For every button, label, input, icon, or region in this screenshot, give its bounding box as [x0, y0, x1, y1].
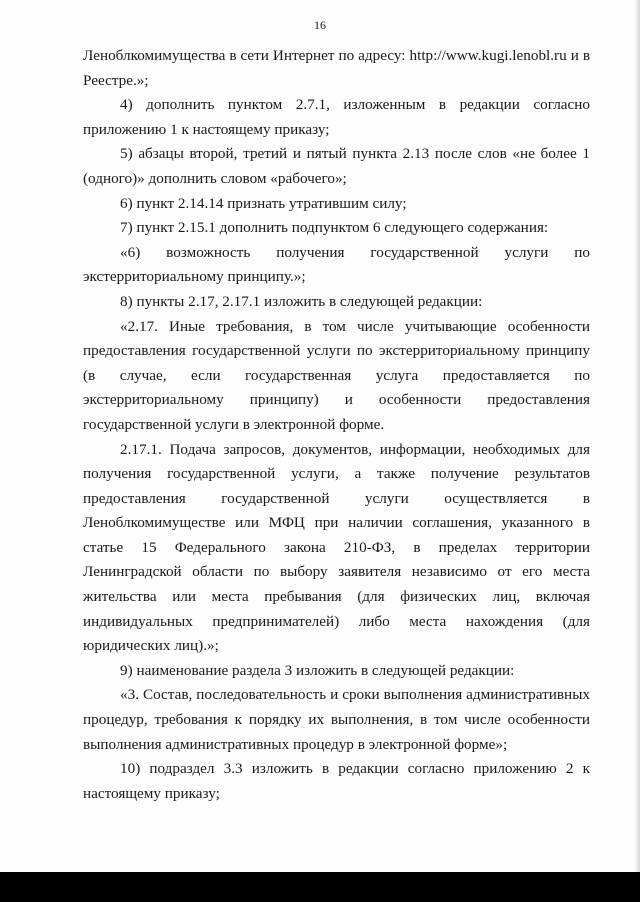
document-body — [83, 44, 590, 806]
paragraph-clause-2-17: «2.17. Иные требования, в том числе учитывающие особенности предоставления государственной услуги по экстерриториальному принципу (в случае, если государственная услуга предоставляется по экстерриториальному принципу) и особенности предоставления государственной услуги в электронной форме. — [83, 317, 590, 433]
paragraph-item-8: 8) пункты 2.17, 2.17.1 изложить в следующей редакции: — [120, 292, 483, 310]
paragraph-continuation: Леноблкомимущества в сети Интернет по адресу: http://www.kugi.lenobl.ru и в Реестре.»; — [83, 47, 590, 89]
scan-bottom-bar — [0, 872, 640, 902]
paragraph-item-7: 7) пункт 2.15.1 дополнить подпунктом 6 следующего содержания: — [120, 219, 549, 237]
paragraph-item-10: 10) подраздел 3.3 изложить в редакции согласно приложению 2 к настоящему приказу; — [83, 760, 590, 802]
paragraph-subitem-6: «6) возможность получения государственной услуги по экстерриториальному принципу.»; — [83, 243, 590, 286]
paragraph-section-3-title: «3. Состав, последовательность и сроки выполнения административных процедур, требования к порядку их выполнения, в том числе особенности выполнения административных процедур в электронной форме»; — [83, 686, 590, 753]
paragraph-item-4: 4) дополнить пунктом 2.7.1, изложенным в редакции согласно приложению 1 к настоящему приказу; — [83, 96, 590, 138]
paragraph-clause-2-17-1: 2.17.1. Подача запросов, документов, информации, необходимых для получения государственной услуги, а также получение результатов предоставления государственной услуги осуществляется в Леноблкомимуществе или МФЦ при наличии соглашения, указанного в статье 15 Федерального закона 210-ФЗ, в пределах территории Ленинградской области по выбору заявителя независимо от его места жительства или места пребывания (для физических лиц, включая индивидуальных предпринимателей) либо места нахождения (для юридических лиц).»; — [83, 440, 590, 655]
paragraph-item-5: 5) абзацы второй, третий и пятый пункта 2.13 после слов «не более 1 (одного)» дополнить словом «рабочего»; — [83, 145, 590, 187]
paragraph-item-9: 9) наименование раздела 3 изложить в следующей редакции: — [120, 661, 515, 679]
paragraph-item-6: 6) пункт 2.14.14 признать утратившим силу; — [120, 194, 407, 212]
scan-edge-shadow — [634, 0, 640, 872]
page-number: 16 — [314, 18, 326, 32]
